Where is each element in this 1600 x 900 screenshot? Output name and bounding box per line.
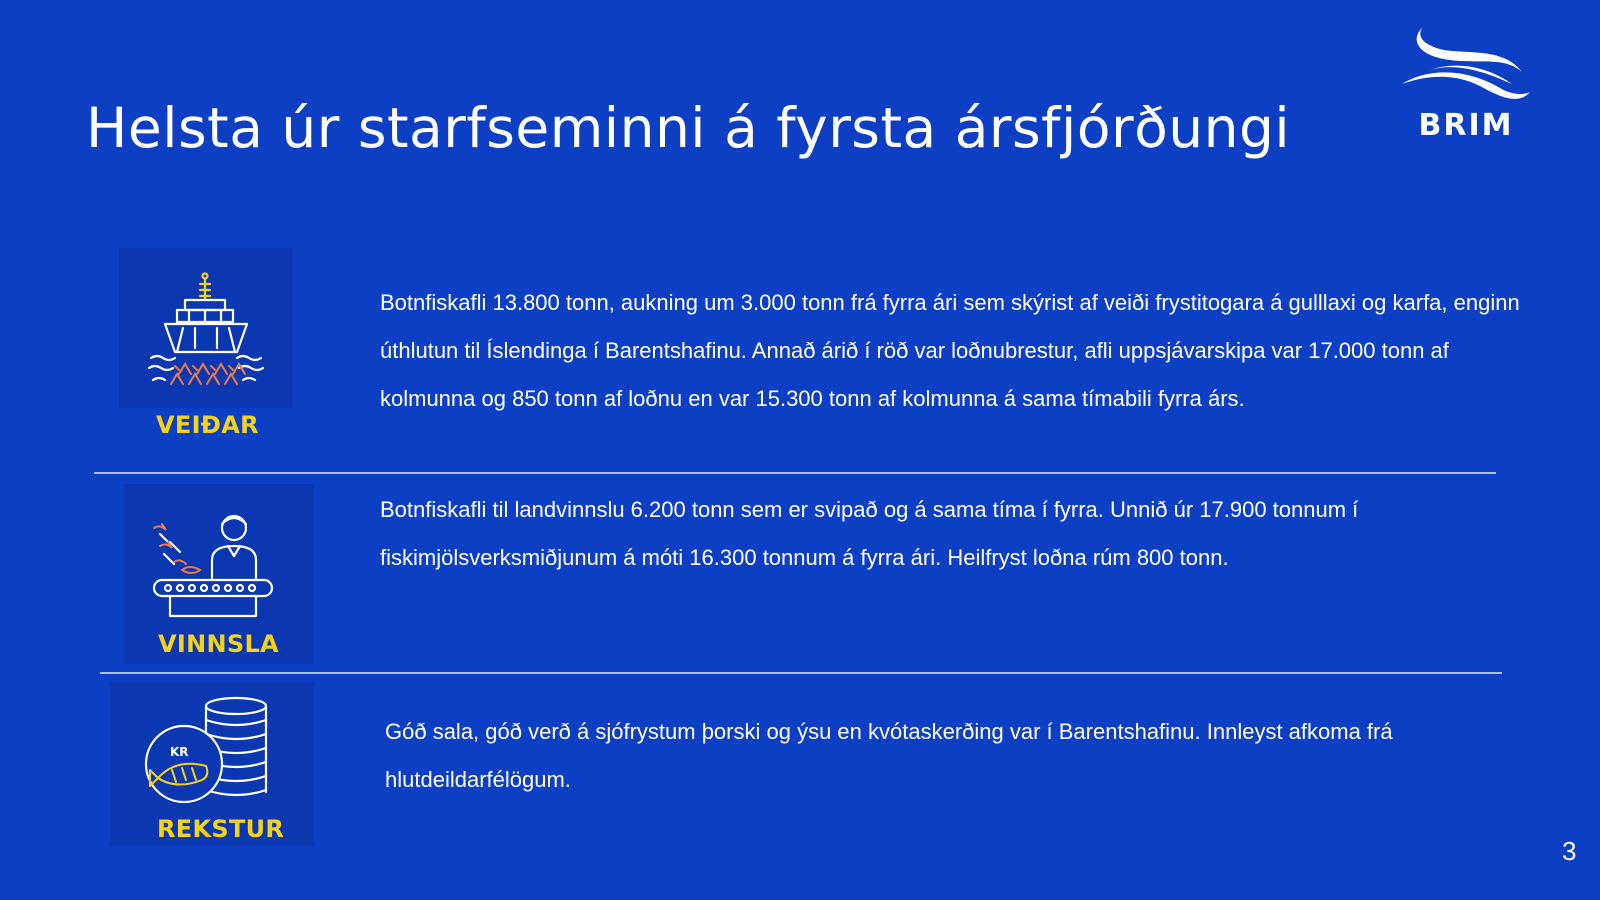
rekstur-label: REKSTUR: [157, 815, 285, 843]
krona-text: KR: [170, 745, 189, 759]
page-number: 3: [1562, 836, 1577, 866]
veidar-label: VEIÐAR: [156, 411, 259, 439]
vinnsla-label: VINNSLA: [158, 630, 279, 658]
vinnsla-text: Botnfiskafli til landvinnslu 6.200 tonn sem er svipað og á sama tíma í fyrra. Unnið úr 17.900 tonnum í fiskimjölsverksmiðjunum á móti 16.300 tonnum á fyrra ári. Heilfryst loðna rúm 800 tonn.: [380, 497, 1359, 570]
slide-title: Helsta úr starfseminni á fyrsta ársfjórðungi: [86, 96, 1291, 160]
brim-logo: [1400, 26, 1532, 146]
section-divider: [100, 672, 1502, 674]
wave-logo-icon: [1400, 26, 1532, 116]
veidar-icon-box: [119, 248, 293, 408]
veidar-text: Botnfiskafli 13.800 tonn, aukning um 3.000 tonn frá fyrra ári sem skýrist af veiði frystitogara á gulllaxi og karfa, enginn úthlutun til Íslendinga í Barentshafinu. Annað árið í röð var loðnubrestur, afli uppsjávarskipa var 17.000 tonn af kolmunna og 850 tonn af loðnu en var 15.300 tonn af kolmunna á sama tímabili fyrra árs.: [380, 290, 1520, 411]
rekstur-text: Góð sala, góð verð á sjófrystum þorski og ýsu en kvótaskerðing var í Barentshafinu. Innleyst afkoma frá hlutdeildarfélögum.: [385, 719, 1393, 792]
logo-text: BRIM: [1418, 108, 1514, 143]
section-divider: [94, 472, 1496, 474]
fishing-trawler-icon: [119, 248, 293, 408]
